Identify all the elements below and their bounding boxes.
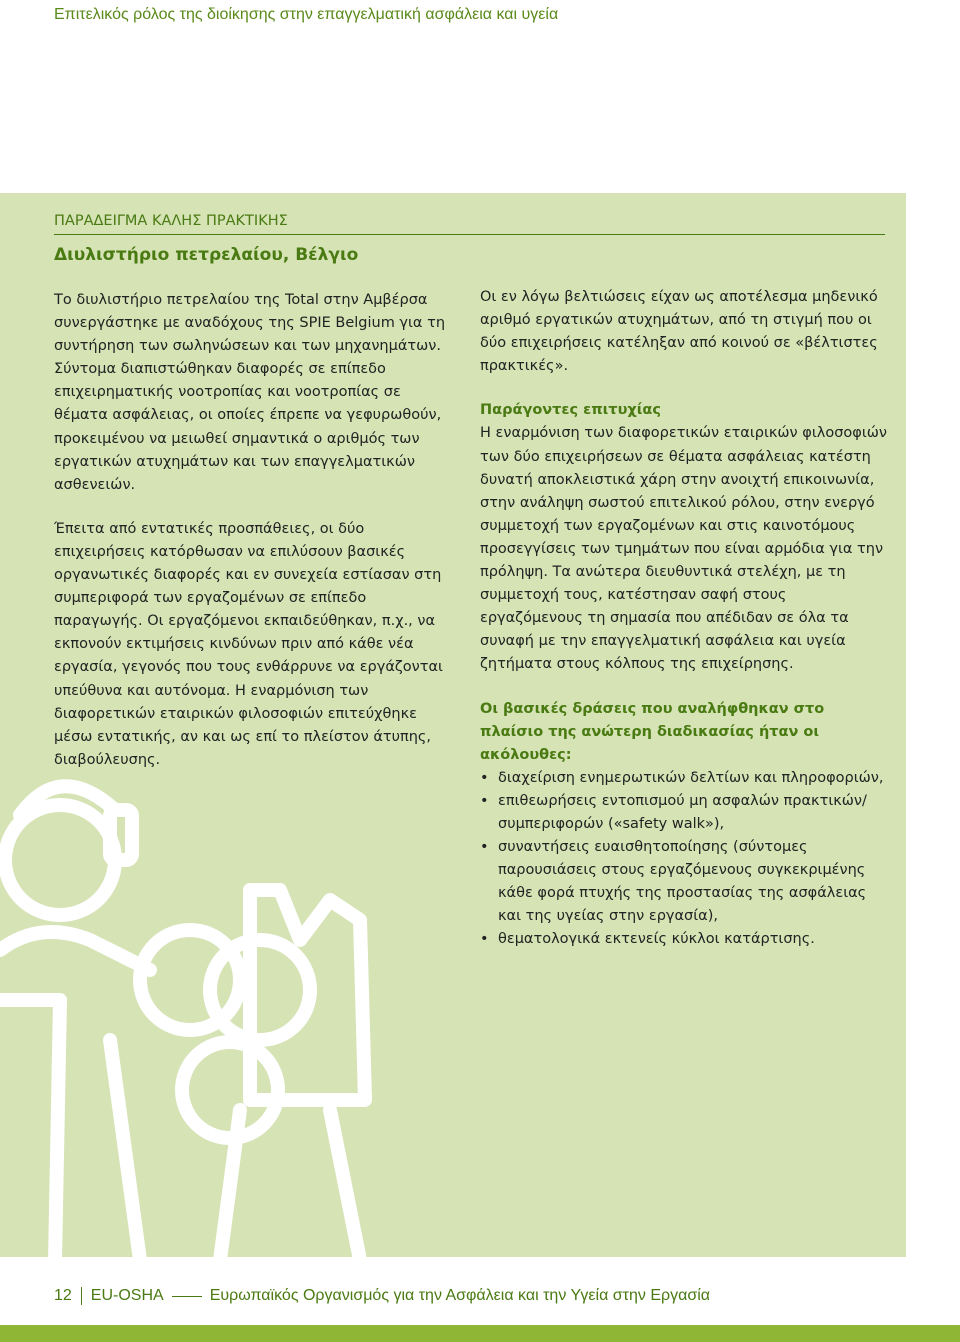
actions-list bbox=[480, 767, 890, 952]
actions-heading: Οι βασικές δράσεις που αναλήφθηκαν στο πλαίσιο της ανώτερη διαδικασίας ήταν οι ακόλουθες: bbox=[480, 700, 825, 763]
list-item: • θεματολογικά εκτενείς κύκλοι κατάρτισης. bbox=[480, 928, 890, 951]
brand-name: EU-OSHA bbox=[90, 1287, 164, 1304]
bottom-bar bbox=[0, 1325, 960, 1342]
agency-name: Ευρωπαϊκός Οργανισμός για την Ασφάλεια και την Υγεία στην Εργασία bbox=[209, 1287, 711, 1304]
intro-paragraph: Οι εν λόγω βελτιώσεις είχαν ως αποτέλεσμα μηδενικό αριθμό εργατικών ατυχημάτων, από τη στιγμή που οι δύο επιχειρήσεις κατέληξαν από κοινού σε «βέλτιστες πρακτικές». bbox=[480, 289, 878, 375]
running-header: Επιτελικός ρόλος της διοίκησης στην επαγγελματική ασφάλεια και υγεία bbox=[54, 6, 559, 23]
box-title: Διυλιστήριο πετρελαίου, Βέλγιο bbox=[54, 245, 359, 265]
left-column bbox=[54, 289, 454, 793]
right-column bbox=[480, 286, 890, 952]
success-paragraph: Η εναρμόνιση των διαφορετικών εταιρικών φιλοσοφιών των δύο επιχειρήσεων σε θέματα ασφάλειας κατέστη δυνατή αποκλειστικά χάρη στην ανοιχτή επικοινωνία, στην ανάληψη σωστού επιτελικού ρόλου, στην ενεργό συμμετοχή των εργαζομένων και στις καινοτόμους προσεγγίσεις των τμημάτων που είναι αρμόδια για την πρόληψη. Τα ανώτερα διευθυντικά στελέχη, με τη συμμετοχή τους, κατέστησαν σαφή στους εργαζόμενους τη σημασία που απέδιδαν σε όλα τα συναφή με την επαγγελματική ασφάλεια και υγεία ζητήματα στους κόλπους της επιχείρησης. bbox=[480, 425, 887, 673]
box-label: ΠΑΡΑΔΕΙΓΜΑ ΚΑΛΗΣ ΠΡΑΚΤΙΚΗΣ bbox=[54, 213, 288, 229]
paragraph: Έπειτα από εντατικές προσπάθειες, οι δύο επιχειρήσεις κατόρθωσαν να επιλύσουν βασικές οργανωτικές διαφορές και εν συνεχεία εστίασαν στη συμπεριφορά των εργαζομένων σε επίπεδο παραγωγής. Οι εργαζόμενοι εκπαιδεύθηκαν, π.χ., να εκπονούν εκτιμήσεις κινδύνων πριν από κάθε νέα εργασία, γεγονός που τους ενθάρρυνε να εργάζονται υπεύθυνα και αυτόνομα. Η εναρμόνιση των διαφορετικών εταιρικών φιλοσοφιών επιτεύχθηκε μέσω εντατικής, αν και ως επί το πλείστον άτυπης, διαβούλευσης. bbox=[54, 520, 443, 768]
list-item: • διαχείριση ενημερωτικών δελτίων και πληροφοριών, bbox=[480, 767, 890, 790]
list-item: • συναντήσεις ευαισθητοποίησης (σύντομες παρουσιάσεις στους εργαζόμενους συγκεκριμένης κάθε φορά πτυχής της προστασίας της ασφάλειας και της υγείας στην εργασία), bbox=[480, 836, 890, 928]
page-footer bbox=[54, 1287, 710, 1305]
paragraph: Το διυλιστήριο πετρελαίου της Total στην Αμβέρσα συνεργάστηκε με αναδόχους της SPIE Belgium για τη συντήρηση των σωληνώσεων και των μηχανημάτων. Σύντομα διαπιστώθηκαν διαφορές σε επίπεδο επιχειρηματικής νοοτροπίας και νοοτροπίας σε θέματα ασφάλειας, οι οποίες έπρεπε να γεφυρωθούν, προκειμένου να μειωθεί σημαντικά ο αριθμός των εργατικών ατυχημάτων και των επαγγελματικών ασθενειών. bbox=[54, 292, 446, 493]
success-heading: Παράγοντες επιτυχίας bbox=[480, 402, 661, 419]
footer-dash bbox=[172, 1296, 202, 1297]
title-rule bbox=[54, 234, 885, 235]
footer-separator bbox=[81, 1287, 82, 1305]
list-item: • επιθεωρήσεις εντοπισμού μη ασφαλών πρακτικών/ συμπεριφορών («safety walk»), bbox=[480, 790, 890, 836]
workers-illustration bbox=[0, 740, 400, 1260]
page-number: 12 bbox=[54, 1287, 72, 1304]
